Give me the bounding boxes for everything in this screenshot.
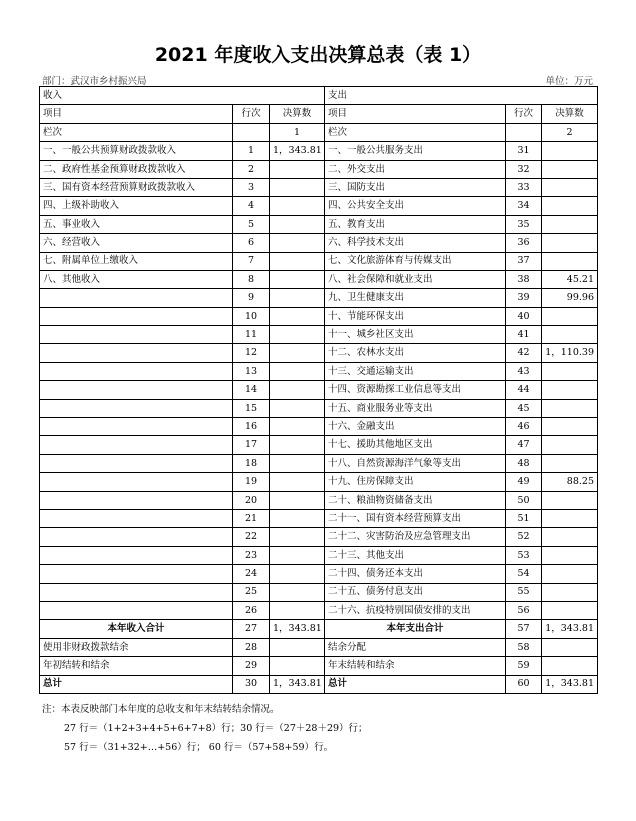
expense-line-no: 54 — [506, 565, 542, 583]
income-item — [40, 491, 233, 509]
expense-amount: 99.96 — [542, 289, 598, 307]
footnote-1: 注：本表反映部门本年度的总收支和年末结转结余情况。 — [42, 704, 280, 715]
income-line-no: 23 — [233, 546, 270, 564]
expense-line-no: 45 — [506, 399, 542, 417]
expense-line-no: 53 — [506, 546, 542, 564]
table-row — [40, 399, 598, 417]
expense-line-header: 行次 — [506, 105, 542, 123]
income-item: 三、国有资本经营预算财政拨款收入 — [40, 178, 233, 196]
expense-amount — [542, 638, 598, 656]
expense-item: 十八、自然资源海洋气象等支出 — [325, 454, 506, 472]
section-header-row — [40, 87, 598, 105]
income-item — [40, 326, 233, 344]
table-row — [40, 436, 598, 454]
expense-line-no: 43 — [506, 362, 542, 380]
income-col-blank — [233, 123, 270, 141]
expense-item: 二十二、灾害防治及应急管理支出 — [325, 528, 506, 546]
expense-section-header: 支出 — [325, 87, 598, 105]
income-amount — [270, 583, 325, 601]
expense-item: 七、文化旅游体育与传媒支出 — [325, 252, 506, 270]
income-amount — [270, 657, 325, 675]
income-amount — [270, 178, 325, 196]
expense-amount: 1，110.39 — [542, 344, 598, 362]
expense-line-no: 48 — [506, 454, 542, 472]
table-row — [40, 418, 598, 436]
expense-line-no: 44 — [506, 381, 542, 399]
expense-item: 十七、援助其他地区支出 — [325, 436, 506, 454]
income-amount — [270, 160, 325, 178]
column-header-row — [40, 105, 598, 123]
income-col-number: 1 — [270, 123, 325, 141]
table-row — [40, 307, 598, 325]
income-item — [40, 583, 233, 601]
expense-item: 十六、金融支出 — [325, 418, 506, 436]
income-line-no: 24 — [233, 565, 270, 583]
income-item: 二、政府性基金预算财政拨款收入 — [40, 160, 233, 178]
footnote-2: 27 行＝（1+2+3+4+5+6+7+8）行；30 行＝（27＋28＋29）行； — [64, 723, 368, 734]
table-row — [40, 197, 598, 215]
expense-amount — [542, 215, 598, 233]
income-total-label: 本年收入合计 — [40, 620, 233, 638]
income-line-no: 21 — [233, 509, 270, 527]
expense-total-label: 本年支出合计 — [325, 620, 506, 638]
footnote-3: 57 行＝（31+32+…+56）行； 60 行＝（57+58+59）行。 — [64, 742, 334, 753]
income-amount — [270, 436, 325, 454]
expense-line-no: 51 — [506, 509, 542, 527]
expense-line-no: 41 — [506, 326, 542, 344]
budget-summary-table — [39, 86, 598, 694]
income-line-no: 17 — [233, 436, 270, 454]
expense-item: 一、一般公共服务支出 — [325, 142, 506, 160]
income-line-no: 3 — [233, 178, 270, 196]
income-amount — [270, 344, 325, 362]
expense-item: 十一、城乡社区支出 — [325, 326, 506, 344]
expense-amount — [542, 509, 598, 527]
table-row — [40, 362, 598, 380]
income-line-no: 28 — [233, 638, 270, 656]
expense-amount: 88.25 — [542, 473, 598, 491]
income-line-no: 6 — [233, 234, 270, 252]
expense-line-no: 38 — [506, 270, 542, 288]
expense-line-no: 59 — [506, 657, 542, 675]
unit-label: 单位：万元 — [545, 76, 593, 87]
expense-line-no: 52 — [506, 528, 542, 546]
expense-line-no: 31 — [506, 142, 542, 160]
expense-amount — [542, 565, 598, 583]
expense-col-label: 栏次 — [325, 123, 506, 141]
income-amount — [270, 381, 325, 399]
table-row — [40, 270, 598, 288]
expense-amount — [542, 528, 598, 546]
income-line-no: 7 — [233, 252, 270, 270]
income-amount: 1，343.81 — [270, 675, 325, 693]
table-row — [40, 509, 598, 527]
expense-amount — [542, 234, 598, 252]
expense-line-no: 50 — [506, 491, 542, 509]
table-row — [40, 473, 598, 491]
income-line-no: 27 — [233, 620, 270, 638]
expense-amount — [542, 601, 598, 619]
expense-item: 二十五、债务付息支出 — [325, 583, 506, 601]
expense-line-no: 35 — [506, 215, 542, 233]
expense-item: 十二、农林水支出 — [325, 344, 506, 362]
expense-item: 二十四、债务还本支出 — [325, 565, 506, 583]
expense-amount — [542, 436, 598, 454]
income-line-no: 26 — [233, 601, 270, 619]
total-row — [40, 638, 598, 656]
expense-item: 二、外交支出 — [325, 160, 506, 178]
income-line-no: 15 — [233, 399, 270, 417]
income-item — [40, 362, 233, 380]
expense-item: 二十一、国有资本经营预算支出 — [325, 509, 506, 527]
expense-line-no: 33 — [506, 178, 542, 196]
expense-line-no: 55 — [506, 583, 542, 601]
income-amount — [270, 638, 325, 656]
income-item — [40, 509, 233, 527]
expense-amount — [542, 197, 598, 215]
expense-line-no: 47 — [506, 436, 542, 454]
expense-item: 十四、资源勘探工业信息等支出 — [325, 381, 506, 399]
income-item: 八、其他收入 — [40, 270, 233, 288]
expense-item: 四、公共安全支出 — [325, 197, 506, 215]
total-row — [40, 675, 598, 693]
table-row — [40, 601, 598, 619]
income-line-no: 11 — [233, 326, 270, 344]
income-amount — [270, 326, 325, 344]
income-item — [40, 528, 233, 546]
expense-item: 十五、商业服务业等支出 — [325, 399, 506, 417]
income-line-no: 12 — [233, 344, 270, 362]
expense-item-header: 项目 — [325, 105, 506, 123]
income-line-no: 20 — [233, 491, 270, 509]
expense-col-number: 2 — [542, 123, 598, 141]
income-section-header: 收入 — [40, 87, 325, 105]
income-item: 五、事业收入 — [40, 215, 233, 233]
expense-item: 三、国防支出 — [325, 178, 506, 196]
income-item — [40, 436, 233, 454]
income-amount — [270, 307, 325, 325]
expense-amount: 1，343.81 — [542, 675, 598, 693]
department-label: 部门：武汉市乡村振兴局 — [42, 76, 147, 87]
expense-amount — [542, 546, 598, 564]
expense-line-no: 56 — [506, 601, 542, 619]
income-amount — [270, 454, 325, 472]
expense-amount — [542, 454, 598, 472]
total-row — [40, 620, 598, 638]
expense-amount — [542, 399, 598, 417]
income-item — [40, 399, 233, 417]
expense-item: 二十三、其他支出 — [325, 546, 506, 564]
income-line-no: 5 — [233, 215, 270, 233]
income-amount: 1，343.81 — [270, 620, 325, 638]
income-item: 四、上级补助收入 — [40, 197, 233, 215]
income-col-label: 栏次 — [40, 123, 233, 141]
expense-amount — [542, 583, 598, 601]
income-amount — [270, 289, 325, 307]
income-amount — [270, 197, 325, 215]
income-line-no: 2 — [233, 160, 270, 178]
expense-line-no: 60 — [506, 675, 542, 693]
income-amount — [270, 509, 325, 527]
expense-amount — [542, 307, 598, 325]
income-line-no: 16 — [233, 418, 270, 436]
expense-line-no: 37 — [506, 252, 542, 270]
expense-amount — [542, 252, 598, 270]
income-item: 七、附属单位上缴收入 — [40, 252, 233, 270]
income-line-no: 19 — [233, 473, 270, 491]
table-row — [40, 178, 598, 196]
expense-amount — [542, 178, 598, 196]
income-line-no: 13 — [233, 362, 270, 380]
income-amount — [270, 528, 325, 546]
expense-amount — [542, 142, 598, 160]
expense-item: 十三、交通运输支出 — [325, 362, 506, 380]
expense-line-no: 34 — [506, 197, 542, 215]
expense-item: 六、科学技术支出 — [325, 234, 506, 252]
expense-total-label: 结余分配 — [325, 638, 506, 656]
income-line-no: 25 — [233, 583, 270, 601]
expense-line-no: 46 — [506, 418, 542, 436]
expense-amount-header: 决算数 — [542, 105, 598, 123]
income-line-no: 8 — [233, 270, 270, 288]
expense-line-no: 40 — [506, 307, 542, 325]
income-item — [40, 454, 233, 472]
income-line-no: 29 — [233, 657, 270, 675]
expense-amount: 45.21 — [542, 270, 598, 288]
income-line-no: 14 — [233, 381, 270, 399]
expense-amount — [542, 657, 598, 675]
expense-item: 五、教育支出 — [325, 215, 506, 233]
income-amount — [270, 565, 325, 583]
expense-item: 八、社会保障和就业支出 — [325, 270, 506, 288]
income-line-header: 行次 — [233, 105, 270, 123]
table-row — [40, 491, 598, 509]
expense-item: 二十、粮油物资储备支出 — [325, 491, 506, 509]
income-amount — [270, 252, 325, 270]
table-row — [40, 142, 598, 160]
income-item — [40, 601, 233, 619]
expense-line-no: 42 — [506, 344, 542, 362]
table-row — [40, 546, 598, 564]
expense-total-label: 年末结转和结余 — [325, 657, 506, 675]
income-line-no: 1 — [233, 142, 270, 160]
income-amount — [270, 399, 325, 417]
expense-item: 十、节能环保支出 — [325, 307, 506, 325]
income-line-no: 4 — [233, 197, 270, 215]
income-item: 六、经营收入 — [40, 234, 233, 252]
income-line-no: 18 — [233, 454, 270, 472]
income-amount — [270, 215, 325, 233]
income-amount — [270, 491, 325, 509]
expense-line-no: 49 — [506, 473, 542, 491]
income-item — [40, 289, 233, 307]
income-line-no: 9 — [233, 289, 270, 307]
income-total-label: 总计 — [40, 675, 233, 693]
income-amount — [270, 270, 325, 288]
expense-item: 二十六、抗疫特别国债安排的支出 — [325, 601, 506, 619]
table-row — [40, 565, 598, 583]
income-amount: 1，343.81 — [270, 142, 325, 160]
income-item — [40, 307, 233, 325]
table-row — [40, 234, 598, 252]
table-row — [40, 344, 598, 362]
income-item — [40, 565, 233, 583]
income-item — [40, 546, 233, 564]
expense-amount — [542, 362, 598, 380]
expense-col-blank — [506, 123, 542, 141]
total-row — [40, 657, 598, 675]
income-line-no: 10 — [233, 307, 270, 325]
expense-line-no: 36 — [506, 234, 542, 252]
expense-amount — [542, 418, 598, 436]
income-amount — [270, 234, 325, 252]
income-line-no: 22 — [233, 528, 270, 546]
page-title: 2021 年度收入支出决算总表（表 1） — [154, 44, 482, 66]
income-total-label: 年初结转和结余 — [40, 657, 233, 675]
expense-amount: 1，343.81 — [542, 620, 598, 638]
expense-line-no: 58 — [506, 638, 542, 656]
income-item — [40, 381, 233, 399]
income-item-header: 项目 — [40, 105, 233, 123]
income-item — [40, 418, 233, 436]
income-amount — [270, 362, 325, 380]
expense-amount — [542, 381, 598, 399]
income-amount — [270, 473, 325, 491]
expense-item: 十九、住房保障支出 — [325, 473, 506, 491]
expense-line-no: 32 — [506, 160, 542, 178]
table-row — [40, 252, 598, 270]
table-row — [40, 215, 598, 233]
footnotes — [42, 700, 368, 757]
income-amount — [270, 546, 325, 564]
table-row — [40, 381, 598, 399]
income-amount-header: 决算数 — [270, 105, 325, 123]
income-line-no: 30 — [233, 675, 270, 693]
expense-item: 九、卫生健康支出 — [325, 289, 506, 307]
table-row — [40, 454, 598, 472]
table-row — [40, 326, 598, 344]
expense-amount — [542, 491, 598, 509]
expense-line-no: 39 — [506, 289, 542, 307]
income-total-label: 使用非财政拨款结余 — [40, 638, 233, 656]
table-row — [40, 289, 598, 307]
expense-total-label: 总计 — [325, 675, 506, 693]
expense-line-no: 57 — [506, 620, 542, 638]
income-item — [40, 344, 233, 362]
table-row — [40, 528, 598, 546]
income-item — [40, 473, 233, 491]
income-amount — [270, 418, 325, 436]
expense-amount — [542, 160, 598, 178]
expense-amount — [542, 326, 598, 344]
table-row — [40, 583, 598, 601]
income-item: 一、一般公共预算财政拨款收入 — [40, 142, 233, 160]
income-amount — [270, 601, 325, 619]
table-row — [40, 160, 598, 178]
column-index-row — [40, 123, 598, 141]
